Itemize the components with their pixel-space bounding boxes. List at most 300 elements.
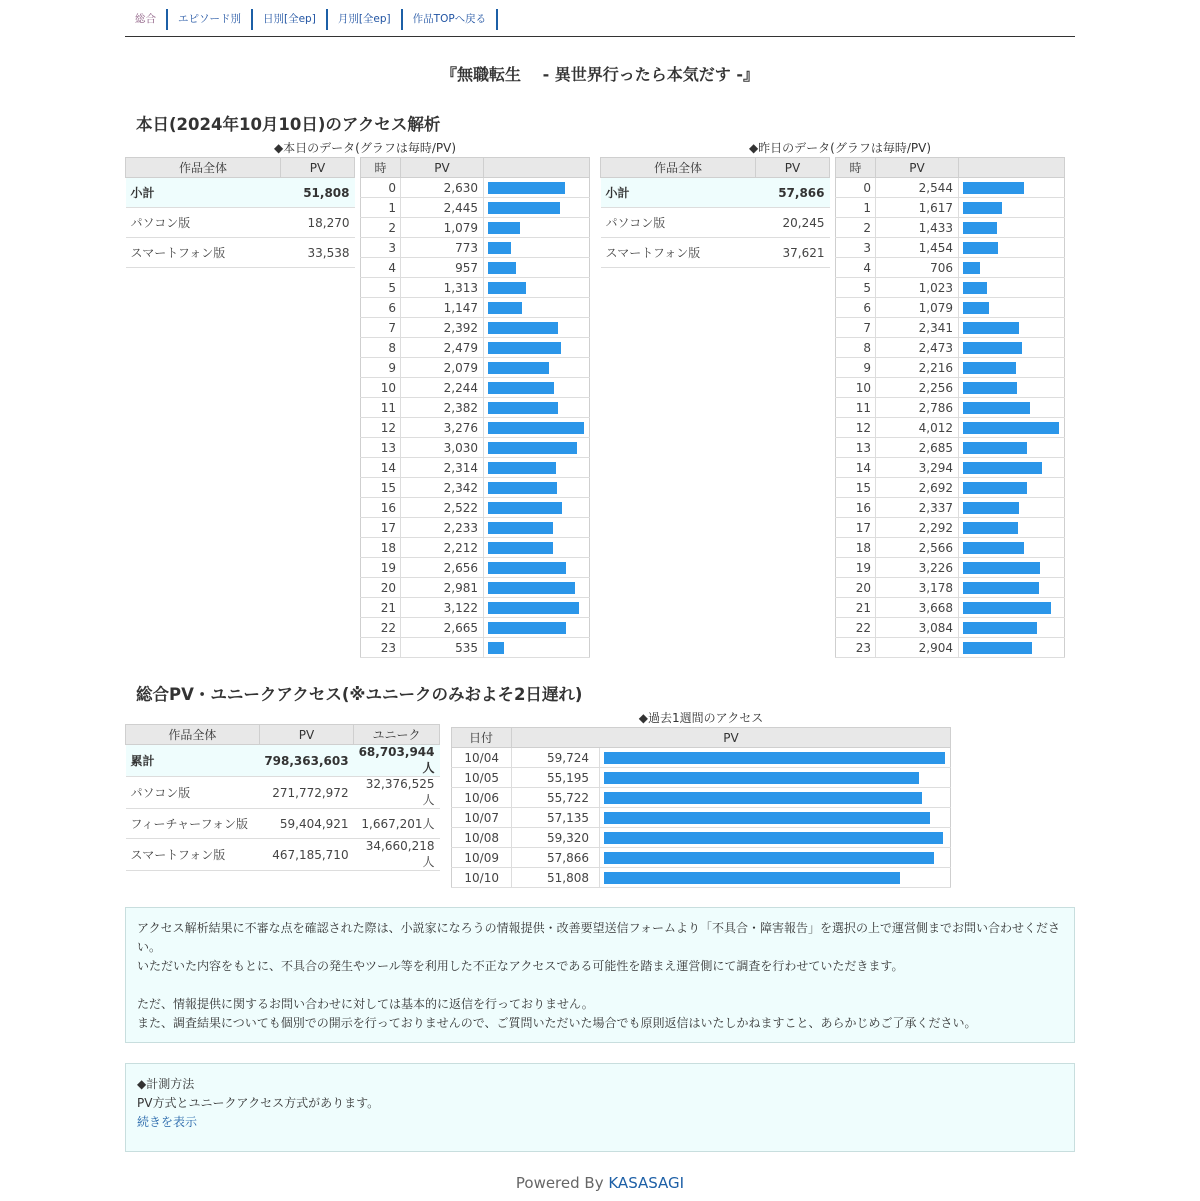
hour-cell: 14 xyxy=(361,458,401,478)
hour-bar-cell xyxy=(959,398,1065,418)
summary-row-smartphone xyxy=(126,238,355,268)
today-summary-table xyxy=(125,157,355,268)
hour-pv-cell: 1,313 xyxy=(401,278,484,298)
total-label: フィーチャーフォン版 xyxy=(126,809,260,839)
hour-pv-cell: 1,079 xyxy=(401,218,484,238)
summary-header-pv: PV xyxy=(756,158,830,178)
top-nav xyxy=(125,9,1075,37)
hour-cell: 7 xyxy=(836,318,876,338)
hour-bar xyxy=(963,302,989,314)
week-pv-cell: 57,135 xyxy=(512,808,600,828)
summary-row-subtotal xyxy=(126,178,355,208)
hour-cell: 22 xyxy=(836,618,876,638)
hour-bar-cell xyxy=(484,438,590,458)
week-bar-cell xyxy=(600,868,951,888)
hour-row xyxy=(836,558,1065,578)
hour-bar-cell xyxy=(484,518,590,538)
work-title: 『無職転生 - 異世界行ったら本気だす -』 xyxy=(441,65,759,84)
hour-bar xyxy=(488,382,554,394)
hour-bar xyxy=(963,342,1022,354)
today-hours-body xyxy=(361,178,590,658)
hour-cell: 15 xyxy=(836,478,876,498)
hour-row xyxy=(361,438,590,458)
hour-bar xyxy=(488,362,549,374)
hour-bar xyxy=(488,442,577,454)
hour-cell: 13 xyxy=(361,438,401,458)
hour-pv-cell: 2,233 xyxy=(401,518,484,538)
week-row xyxy=(452,868,951,888)
hour-bar-cell xyxy=(484,598,590,618)
hour-row xyxy=(361,338,590,358)
total-label: パソコン版 xyxy=(126,777,260,809)
week-pv-cell: 59,320 xyxy=(512,828,600,848)
hour-bar xyxy=(963,242,998,254)
hour-cell: 22 xyxy=(361,618,401,638)
week-bar-cell xyxy=(600,768,951,788)
nav-link-work-top[interactable]: 作品TOPへ戻る xyxy=(412,13,487,25)
yesterday-summary-table xyxy=(600,157,830,268)
hour-bar-cell xyxy=(484,218,590,238)
hour-bar xyxy=(488,262,516,274)
hour-row xyxy=(361,578,590,598)
hour-row xyxy=(836,618,1065,638)
hour-bar-cell xyxy=(959,638,1065,658)
hour-bar-cell xyxy=(959,478,1065,498)
hour-cell: 4 xyxy=(361,258,401,278)
hour-pv-cell: 2,342 xyxy=(401,478,484,498)
hour-bar xyxy=(963,582,1039,594)
nav-link-daily[interactable]: 日別[全ep] xyxy=(263,13,316,25)
hour-row xyxy=(836,358,1065,378)
hour-bar xyxy=(488,462,556,474)
hour-pv-cell: 3,178 xyxy=(876,578,959,598)
hour-bar xyxy=(488,422,584,434)
summary-label: 小計 xyxy=(601,178,756,208)
hour-cell: 2 xyxy=(361,218,401,238)
week-row xyxy=(452,748,951,768)
hour-bar xyxy=(488,642,504,654)
total-label: 累計 xyxy=(126,745,260,777)
hour-row xyxy=(361,518,590,538)
summary-value: 33,538 xyxy=(281,238,355,268)
hour-bar-cell xyxy=(959,338,1065,358)
yesterday-hours-body xyxy=(836,178,1065,658)
hour-bar-cell xyxy=(959,458,1065,478)
nav-link-episode[interactable]: エピソード別 xyxy=(178,13,241,25)
hour-bar xyxy=(488,482,557,494)
hour-row xyxy=(836,518,1065,538)
hour-cell: 19 xyxy=(361,558,401,578)
hour-bar xyxy=(488,242,511,254)
yesterday-caption: ◆昨日のデータ(グラフは毎時/PV) xyxy=(748,141,932,155)
week-table xyxy=(451,727,951,888)
hour-pv-cell: 3,226 xyxy=(876,558,959,578)
hour-bar xyxy=(488,402,558,414)
hour-bar-cell xyxy=(959,618,1065,638)
total-pv: 467,185,710 xyxy=(259,839,353,871)
hour-cell: 16 xyxy=(836,498,876,518)
week-bar xyxy=(604,792,922,804)
hour-row xyxy=(361,318,590,338)
week-row xyxy=(452,788,951,808)
hour-bar-cell xyxy=(959,438,1065,458)
hour-bar-cell xyxy=(959,578,1065,598)
measurement-title: ◆計測方法 xyxy=(137,1077,195,1091)
hour-row xyxy=(361,178,590,198)
hour-cell: 8 xyxy=(836,338,876,358)
hour-bar-cell xyxy=(959,238,1065,258)
hour-cell: 3 xyxy=(836,238,876,258)
hour-cell: 1 xyxy=(836,198,876,218)
week-header-pv: PV xyxy=(512,728,951,748)
hour-header-pv: PV xyxy=(876,158,959,178)
hour-cell: 17 xyxy=(836,518,876,538)
hour-pv-cell: 2,656 xyxy=(401,558,484,578)
hour-bar xyxy=(963,502,1019,514)
total-pv: 798,363,603 xyxy=(259,745,353,777)
hour-row xyxy=(836,258,1065,278)
hour-bar xyxy=(963,522,1018,534)
hour-row xyxy=(361,218,590,238)
hour-pv-cell: 2,341 xyxy=(876,318,959,338)
hour-cell: 20 xyxy=(836,578,876,598)
hour-row xyxy=(836,418,1065,438)
hour-bar-cell xyxy=(959,498,1065,518)
nav-item-overall[interactable] xyxy=(125,9,168,30)
hour-cell: 13 xyxy=(836,438,876,458)
hour-row xyxy=(361,478,590,498)
hour-bar-cell xyxy=(959,258,1065,278)
hour-pv-cell: 957 xyxy=(401,258,484,278)
hour-pv-cell: 3,276 xyxy=(401,418,484,438)
hour-row xyxy=(836,338,1065,358)
hour-bar-cell xyxy=(484,258,590,278)
total-unique: 68,703,944人 xyxy=(354,745,440,777)
show-more-link[interactable]: 続きを表示 xyxy=(137,1115,198,1129)
hour-row xyxy=(361,498,590,518)
hour-pv-cell: 2,392 xyxy=(401,318,484,338)
footer xyxy=(0,1174,1200,1192)
hour-cell: 1 xyxy=(361,198,401,218)
hour-pv-cell: 773 xyxy=(401,238,484,258)
measurement-text: PV方式とユニークアクセス方式があります。 xyxy=(137,1096,380,1110)
hour-pv-cell: 2,292 xyxy=(876,518,959,538)
hour-row xyxy=(361,418,590,438)
hour-pv-cell: 3,122 xyxy=(401,598,484,618)
hour-cell: 21 xyxy=(361,598,401,618)
today-heading: 本日(2024年10月10日)のアクセス解析 xyxy=(136,115,441,134)
week-bar-cell xyxy=(600,788,951,808)
hour-bar xyxy=(963,322,1019,334)
hour-row xyxy=(836,398,1065,418)
hour-header-bar xyxy=(959,158,1065,178)
hour-bar-cell xyxy=(484,358,590,378)
hour-cell: 18 xyxy=(836,538,876,558)
hour-bar xyxy=(488,622,566,634)
hour-row xyxy=(361,378,590,398)
hour-cell: 5 xyxy=(361,278,401,298)
hour-bar xyxy=(963,542,1024,554)
hour-cell: 10 xyxy=(836,378,876,398)
hour-pv-cell: 2,479 xyxy=(401,338,484,358)
summary-label: スマートフォン版 xyxy=(601,238,756,268)
summary-label: スマートフォン版 xyxy=(126,238,281,268)
hour-cell: 0 xyxy=(836,178,876,198)
kasasagi-link[interactable]: KASASAGI xyxy=(608,1174,685,1192)
hour-row xyxy=(361,358,590,378)
hour-bar xyxy=(488,582,575,594)
week-bar xyxy=(604,812,930,824)
hour-bar-cell xyxy=(484,298,590,318)
nav-link-monthly[interactable]: 月別[全ep] xyxy=(337,13,391,25)
hour-bar xyxy=(963,362,1016,374)
hour-cell: 12 xyxy=(836,418,876,438)
week-pv-cell: 57,866 xyxy=(512,848,600,868)
hour-pv-cell: 1,079 xyxy=(876,298,959,318)
hour-header-hour: 時 xyxy=(361,158,401,178)
hour-cell: 21 xyxy=(836,598,876,618)
hour-bar xyxy=(963,422,1059,434)
hour-bar xyxy=(963,462,1042,474)
week-date-cell: 10/06 xyxy=(452,788,512,808)
hour-bar-cell xyxy=(959,298,1065,318)
hour-pv-cell: 4,012 xyxy=(876,418,959,438)
hour-bar-cell xyxy=(484,338,590,358)
hour-pv-cell: 706 xyxy=(876,258,959,278)
hour-bar-cell xyxy=(959,598,1065,618)
hour-bar xyxy=(488,222,520,234)
notice-box xyxy=(125,907,1075,1043)
week-bar xyxy=(604,752,945,764)
nav-item-work-top[interactable] xyxy=(403,9,499,30)
week-bar-cell xyxy=(600,808,951,828)
hour-bar xyxy=(488,202,560,214)
hour-row xyxy=(836,578,1065,598)
hour-bar xyxy=(963,202,1002,214)
week-bar xyxy=(604,772,919,784)
hour-header-pv: PV xyxy=(401,158,484,178)
summary-value: 57,866 xyxy=(756,178,830,208)
hour-cell: 11 xyxy=(361,398,401,418)
hour-bar-cell xyxy=(484,238,590,258)
hour-row xyxy=(836,278,1065,298)
hour-pv-cell: 1,023 xyxy=(876,278,959,298)
week-bar-cell xyxy=(600,748,951,768)
hour-cell: 17 xyxy=(361,518,401,538)
week-pv-cell: 51,808 xyxy=(512,868,600,888)
today-hourly-table xyxy=(360,157,590,658)
notice-line: いただいた内容をもとに、不具合の発生やツール等を利用した不正なアクセスである可能性を踏まえ運営側にて調査を行わせていただきます。 xyxy=(137,959,904,973)
notice-line: アクセス解析結果に不審な点を確認された際は、小説家になろうの情報提供・改善要望送信フォームより「不具合・障害報告」を選択の上で運営側までお問い合わせください。 xyxy=(137,921,1061,954)
hour-bar xyxy=(963,442,1027,454)
hour-pv-cell: 2,786 xyxy=(876,398,959,418)
total-label: スマートフォン版 xyxy=(126,839,260,871)
hour-bar xyxy=(963,262,980,274)
summary-row-smartphone xyxy=(601,238,830,268)
hour-pv-cell: 535 xyxy=(401,638,484,658)
hour-row xyxy=(836,438,1065,458)
today-caption: ◆本日のデータ(グラフは毎時/PV) xyxy=(273,141,457,155)
hour-cell: 15 xyxy=(361,478,401,498)
summary-row-pc xyxy=(601,208,830,238)
nav-item-monthly[interactable] xyxy=(328,9,403,30)
hour-pv-cell: 1,454 xyxy=(876,238,959,258)
hour-bar-cell xyxy=(484,198,590,218)
hour-pv-cell: 2,981 xyxy=(401,578,484,598)
week-bar-cell xyxy=(600,828,951,848)
hour-bar-cell xyxy=(959,318,1065,338)
hour-row xyxy=(836,318,1065,338)
hour-row xyxy=(361,638,590,658)
hour-bar-cell xyxy=(959,518,1065,538)
hour-row xyxy=(836,298,1065,318)
hour-bar xyxy=(488,562,566,574)
hour-bar-cell xyxy=(959,358,1065,378)
hour-bar-cell xyxy=(484,478,590,498)
nav-item-episode[interactable] xyxy=(168,9,253,30)
hour-bar-cell xyxy=(484,378,590,398)
week-row xyxy=(452,828,951,848)
summary-header-pv: PV xyxy=(281,158,355,178)
total-row-smartphone xyxy=(126,839,440,871)
hour-bar xyxy=(963,602,1051,614)
hour-row xyxy=(361,398,590,418)
hour-bar xyxy=(963,382,1017,394)
week-bar-cell xyxy=(600,848,951,868)
hour-pv-cell: 2,544 xyxy=(876,178,959,198)
total-row-pc xyxy=(126,777,440,809)
hour-row xyxy=(836,538,1065,558)
hour-bar-cell xyxy=(484,618,590,638)
summary-value: 20,245 xyxy=(756,208,830,238)
week-date-cell: 10/05 xyxy=(452,768,512,788)
nav-item-daily[interactable] xyxy=(253,9,328,30)
hour-row xyxy=(361,238,590,258)
summary-value: 51,808 xyxy=(281,178,355,208)
hour-bar-cell xyxy=(959,278,1065,298)
hour-bar xyxy=(963,622,1037,634)
hour-pv-cell: 2,473 xyxy=(876,338,959,358)
yesterday-hourly-table xyxy=(835,157,1065,658)
hour-bar xyxy=(488,182,565,194)
total-pv: 59,404,921 xyxy=(259,809,353,839)
summary-value: 18,270 xyxy=(281,208,355,238)
hour-bar-cell xyxy=(484,318,590,338)
hour-bar xyxy=(963,642,1032,654)
hour-row xyxy=(836,198,1065,218)
hour-bar-cell xyxy=(484,458,590,478)
hour-row xyxy=(361,458,590,478)
notice-line: ただ、情報提供に関するお問い合わせに対しては基本的に返信を行っておりません。 xyxy=(137,997,594,1011)
hour-cell: 0 xyxy=(361,178,401,198)
hour-row xyxy=(836,478,1065,498)
week-header-date: 日付 xyxy=(452,728,512,748)
hour-cell: 6 xyxy=(836,298,876,318)
hour-row xyxy=(361,198,590,218)
hour-bar-cell xyxy=(959,418,1065,438)
hour-bar-cell xyxy=(484,578,590,598)
hour-cell: 12 xyxy=(361,418,401,438)
hour-pv-cell: 2,216 xyxy=(876,358,959,378)
hour-pv-cell: 2,566 xyxy=(876,538,959,558)
hour-pv-cell: 2,244 xyxy=(401,378,484,398)
hour-bar xyxy=(488,502,562,514)
week-date-cell: 10/09 xyxy=(452,848,512,868)
hour-bar-cell xyxy=(959,538,1065,558)
hour-bar-cell xyxy=(484,638,590,658)
total-heading: 総合PV・ユニークアクセス(※ユニークのみおよそ2日遅れ) xyxy=(136,685,583,704)
hour-cell: 23 xyxy=(361,638,401,658)
hour-pv-cell: 2,665 xyxy=(401,618,484,638)
hour-row xyxy=(361,298,590,318)
hour-bar xyxy=(963,182,1024,194)
hour-pv-cell: 1,433 xyxy=(876,218,959,238)
hour-pv-cell: 2,314 xyxy=(401,458,484,478)
notice-line: また、調査結果についても個別での開示を行っておりませんので、ご質問いただいた場合でも原則返信はいたしかねますこと、あらかじめご了承ください。 xyxy=(137,1016,977,1030)
hour-cell: 23 xyxy=(836,638,876,658)
hour-pv-cell: 2,079 xyxy=(401,358,484,378)
nav-link-overall[interactable]: 総合 xyxy=(135,13,156,25)
week-row xyxy=(452,808,951,828)
hour-row xyxy=(361,598,590,618)
hour-pv-cell: 1,617 xyxy=(876,198,959,218)
hour-bar xyxy=(488,342,561,354)
total-unique: 1,667,201人 xyxy=(354,809,440,839)
hour-cell: 18 xyxy=(361,538,401,558)
hour-cell: 10 xyxy=(361,378,401,398)
week-bar xyxy=(604,832,943,844)
hour-cell: 14 xyxy=(836,458,876,478)
hour-bar-cell xyxy=(959,378,1065,398)
hour-bar xyxy=(488,302,522,314)
hour-cell: 11 xyxy=(836,398,876,418)
week-pv-cell: 55,722 xyxy=(512,788,600,808)
hour-bar-cell xyxy=(484,558,590,578)
week-bar xyxy=(604,852,934,864)
hour-bar-cell xyxy=(484,398,590,418)
total-pv: 271,772,972 xyxy=(259,777,353,809)
hour-row xyxy=(361,618,590,638)
hour-cell: 8 xyxy=(361,338,401,358)
hour-bar-cell xyxy=(959,218,1065,238)
total-unique: 34,660,218人 xyxy=(354,839,440,871)
week-pv-cell: 59,724 xyxy=(512,748,600,768)
summary-header-work: 作品全体 xyxy=(126,158,281,178)
hour-bar xyxy=(488,322,558,334)
hour-cell: 4 xyxy=(836,258,876,278)
week-pv-cell: 55,195 xyxy=(512,768,600,788)
week-row xyxy=(452,848,951,868)
hour-row xyxy=(836,238,1065,258)
total-table xyxy=(125,724,440,871)
total-header-pv: PV xyxy=(259,725,353,745)
week-date-cell: 10/10 xyxy=(452,868,512,888)
measurement-box xyxy=(125,1063,1075,1152)
hour-row xyxy=(361,558,590,578)
hour-bar-cell xyxy=(484,498,590,518)
total-unique: 32,376,525人 xyxy=(354,777,440,809)
hour-bar xyxy=(963,282,987,294)
hour-pv-cell: 3,030 xyxy=(401,438,484,458)
hour-header-bar xyxy=(484,158,590,178)
hour-pv-cell: 3,084 xyxy=(876,618,959,638)
hour-pv-cell: 2,630 xyxy=(401,178,484,198)
hour-cell: 16 xyxy=(361,498,401,518)
hour-bar-cell xyxy=(959,178,1065,198)
week-caption: ◆過去1週間のアクセス xyxy=(638,711,764,725)
hour-bar-cell xyxy=(959,198,1065,218)
hour-header-hour: 時 xyxy=(836,158,876,178)
